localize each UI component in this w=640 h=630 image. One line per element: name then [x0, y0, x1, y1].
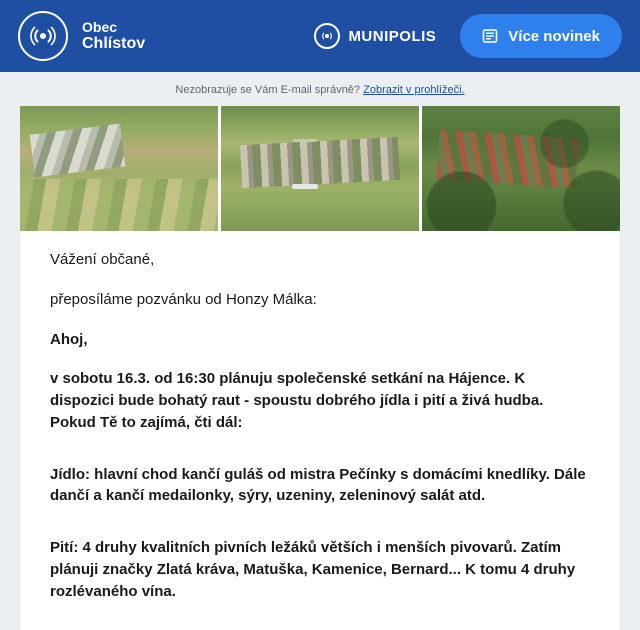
brand-line-1: Obec	[82, 18, 118, 35]
intro-text: přeposíláme pozvánku od Honzy Málka:	[50, 290, 317, 308]
munipolis-label: MUNIPOLIS	[348, 27, 437, 45]
greeting-text: Vážení občané,	[50, 251, 155, 268]
more-news-button-label: Více novinek	[508, 27, 600, 45]
aerial-photo-3	[422, 106, 620, 231]
brand-line-2: Chlístov	[82, 34, 146, 52]
photo-strip	[20, 106, 620, 231]
browser-notice-text: Nezobrazuje se Vám E-mail správně?	[175, 84, 361, 96]
browser-notice	[0, 72, 640, 106]
broadcast-tower-icon	[18, 11, 68, 61]
munipolis-logo-icon	[314, 23, 340, 49]
aerial-photo-2	[221, 106, 419, 231]
view-in-browser-link[interactable]: Zobrazit v prohlížeči.	[363, 84, 465, 96]
paragraph-event-details: v sobotu 16.3. od 16:30 plánuju společenské setkání na Hájence. K dispozici bude bohatý raut - spoustu dobrého jídla i pití a živá hudba. Pokud Tě to zajímá, čti dál:	[50, 370, 544, 431]
paragraph-drinks: Pití: 4 druhy kvalitních pivních ležáků větších i menších pivovarů. Zatím plánuji značky Zlatá kráva, Matuška, Kamenice, Bernard... K tomu 4 druhy rozlévaného vína.	[50, 539, 576, 600]
email-header	[0, 0, 640, 72]
more-news-button[interactable]	[460, 14, 622, 58]
brand-name	[82, 19, 145, 53]
munipolis-logo[interactable]	[314, 23, 436, 49]
aerial-photo-1	[20, 106, 218, 231]
salutation-text: Ahoj,	[50, 330, 88, 348]
message-body	[20, 231, 620, 630]
email-body-card	[20, 106, 620, 630]
paragraph-food: Jídlo: hlavní chod kančí guláš od mistra Pečínky s domácími knedlíky. Dále dančí a kančí medailonky, sýry, uzeniny, zeleninový salát atd.	[50, 465, 586, 505]
newspaper-icon	[482, 28, 498, 44]
